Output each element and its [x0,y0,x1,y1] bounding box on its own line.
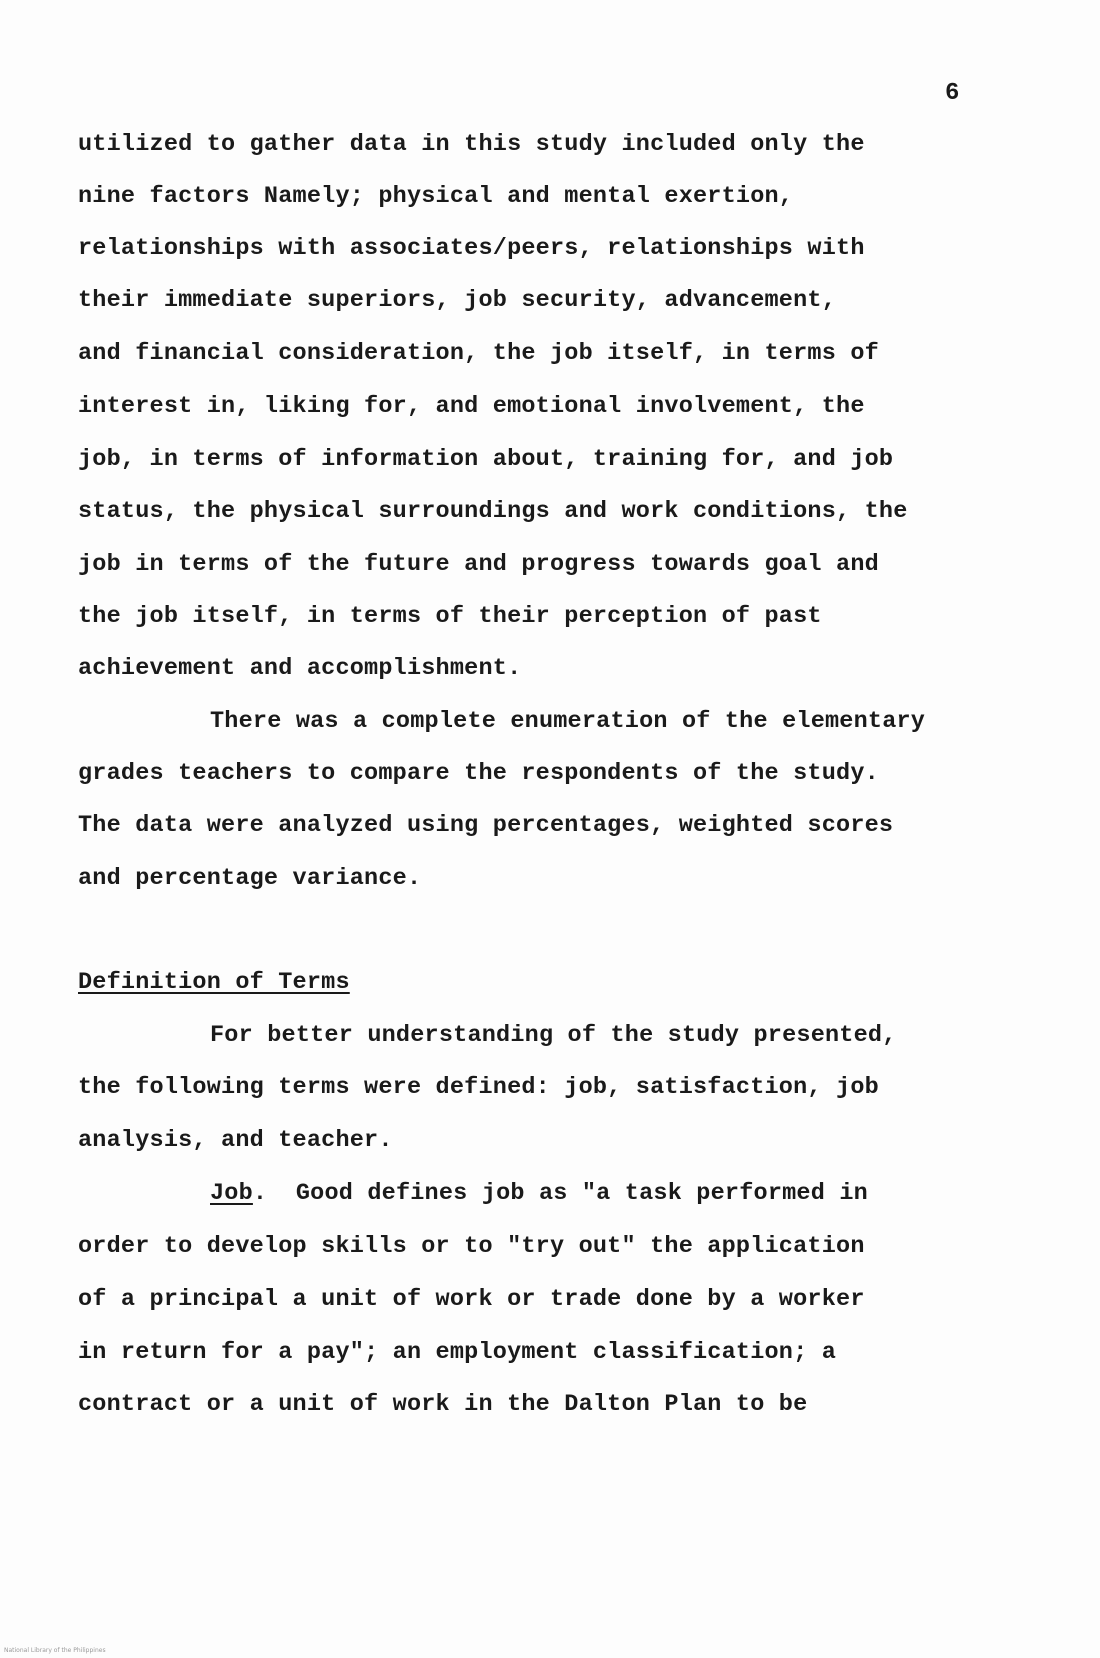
job-definition-first-line [210,1179,868,1209]
paragraph-line: their immediate superiors, job security, advancement, [78,287,837,314]
paragraph-line: interest in, liking for, and emotional involvement, the [78,393,865,420]
job-definition-text: Good defines job as "a task performed in [267,1180,868,1207]
paragraph-line: analysis, and teacher. [78,1127,393,1154]
paragraph-line: relationships with associates/peers, relationships with [78,235,865,262]
paragraph-line: and financial consideration, the job itself, in terms of [78,340,879,367]
paragraph-line: the following terms were defined: job, satisfaction, job [78,1074,879,1101]
paragraph-line: and percentage variance. [78,865,422,892]
paragraph-line: job, in terms of information about, training for, and job [78,446,894,473]
paragraph-line: The data were analyzed using percentages, weighted scores [78,812,894,839]
paragraph-line: For better understanding of the study presented, [210,1022,897,1049]
term-job: Job [210,1180,253,1207]
paragraph-line: status, the physical surroundings and work conditions, the [78,498,908,525]
term-punct: . [252,1180,268,1207]
paragraph-line: utilized to gather data in this study included only the [78,131,865,158]
footer-watermark: National Library of the Philippines [4,1647,106,1654]
paragraph-line: of a principal a unit of work or trade done by a worker [78,1286,865,1313]
paragraph-line: There was a complete enumeration of the elementary [210,708,926,735]
page-number: 6 [945,80,960,107]
paragraph-line: grades teachers to compare the respondents of the study. [78,760,879,787]
paragraph-line: in return for a pay"; an employment classification; a [78,1339,837,1366]
paragraph-line: achievement and accomplishment. [78,655,522,682]
section-heading: Definition of Terms [78,969,350,996]
paragraph-line: contract or a unit of work in the Dalton Plan to be [78,1391,808,1418]
paragraph-line: order to develop skills or to "try out" the application [78,1233,865,1260]
paragraph-line: the job itself, in terms of their perception of past [78,603,822,630]
paragraph-line: job in terms of the future and progress towards goal and [78,551,879,578]
paragraph-line: nine factors Namely; physical and mental exertion, [78,183,794,210]
